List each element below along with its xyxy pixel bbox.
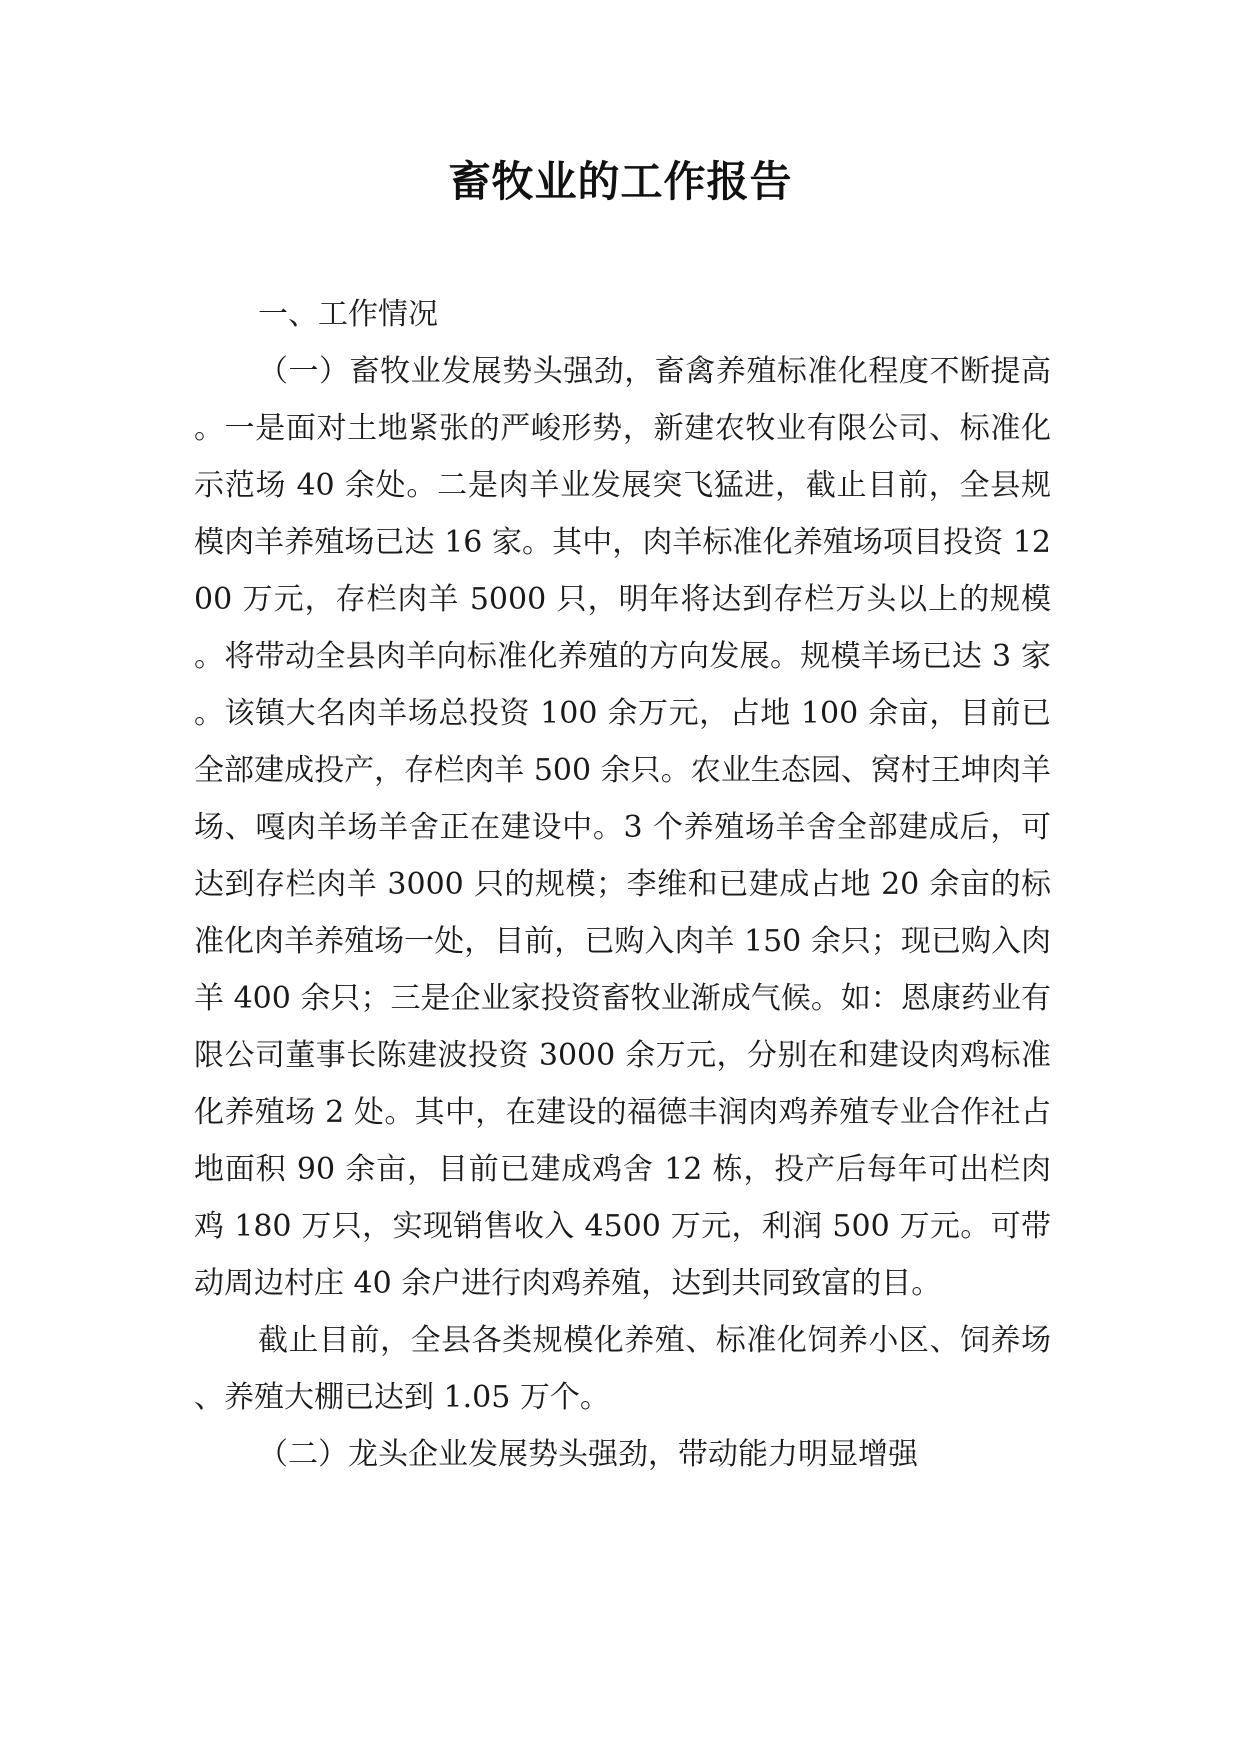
section-heading: 一、工作情况 (258, 297, 438, 332)
page-title: 畜牧业的工作报告 (448, 157, 793, 206)
paragraph: （二）龙头企业发展势头强劲，带动能力明显增强 (258, 1437, 918, 1472)
paragraph: 截止目前，全县各类规模化养殖、标准化饲养小区、饲养场、养殖大棚已达到 1.05 万个。 (194, 1323, 1051, 1415)
paragraph: （一）畜牧业发展势头强劲，畜禽养殖标准化程度不断提高。一是面对土地紧张的严峻形势，新建农牧业有限公司、标准化示范场 40 余处。二是肉羊业发展突飞猛进，截止目前，全县规模肉羊养殖场已达 16 家。其中，肉羊标准化养殖场项目投资 1200 万元，存栏肉羊 5000 只，明年将达到存栏万头以上的规模。将带动全县肉羊向标准化养殖的方向发展。规模羊场已达 3 家。该镇大名肉羊场总投资 100 余万元，占地 100 余亩，目前已全部建成投产，存栏肉羊 500 余只。农业生态园、窝村王坤肉羊场、嘎肉羊场羊舍正在建设中。3 个养殖场羊舍全部建成后，可达到存栏肉羊 3000 只的规模；李维和已建成占地 20 余亩的标准化肉羊养殖场一处，目前，已购入肉羊 150 余只；现已购入肉羊 400 余只；三是企业家投资畜牧业渐成气候。如：恩康药业有限公司董事长陈建波投资 3000 余万元，分别在和建设肉鸡标准化养殖场 2 处。其中，在建设的福德丰润肉鸡养殖专业合作社占地面积 90 余亩，目前已建成鸡舍 12 栋，投产后每年可出栏肉鸡 180 万只，实现销售收入 4500 万元，利润 500 万元。可带动周边村庄 40 余户进行肉鸡养殖，达到共同致富的目。 (194, 354, 1051, 1301)
document-body (194, 286, 1051, 1483)
